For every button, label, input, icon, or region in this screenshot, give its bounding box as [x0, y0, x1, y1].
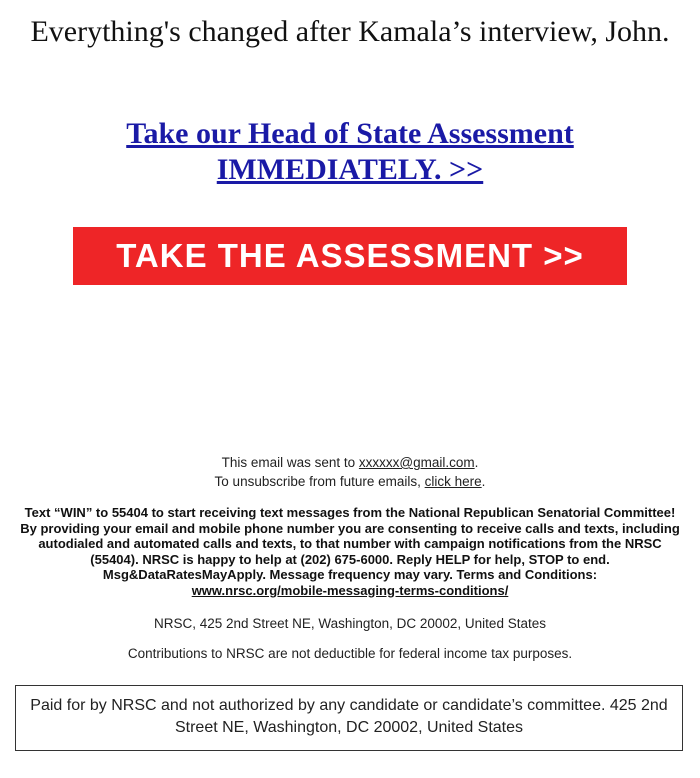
take-assessment-button[interactable]: TAKE THE ASSESSMENT >> [73, 227, 627, 285]
unsubscribe-prefix: To unsubscribe from future emails, [214, 474, 425, 489]
recipient-email-link[interactable]: xxxxxx@gmail.com [358, 455, 475, 470]
unsubscribe-suffix: . [481, 474, 486, 489]
sent-suffix: . [474, 455, 479, 470]
sms-consent-notice [20, 505, 680, 598]
sms-consent-text: Text “WIN” to 55404 to start receiving text messages from the National Republican Senatorial Committee! By providing your email and mobile phone number you are consenting to receive calls and texts, including autodialed and automated calls and texts, to that number with campaign notifications from the NRSC (55404). NRSC is happy to help at (202) 675-6000. Reply HELP for help, STOP to end. Msg&DataRatesMayApply. Message frequency may vary. Terms and Conditions: [20, 505, 680, 582]
contributions-notice: Contributions to NRSC are not deductible for federal income tax purposes. [127, 646, 573, 661]
recipient-notice [20, 453, 680, 491]
unsubscribe-link[interactable]: click here [424, 474, 482, 489]
assessment-link[interactable]: Take our Head of State Assessment IMMEDIATELY. >> [126, 117, 574, 186]
sent-prefix: This email was sent to [221, 455, 359, 470]
paid-for-disclaimer: Paid for by NRSC and not authorized by any candidate or candidate’s committee. 425 2nd Street NE, Washington, DC 20002, United States [15, 685, 683, 751]
terms-conditions-link[interactable]: www.nrsc.org/mobile-messaging-terms-conditions/ [191, 582, 509, 598]
headline: Everything's changed after Kamala’s interview, John. [30, 15, 670, 48]
mailing-address: NRSC, 425 2nd Street NE, Washington, DC 20002, United States [154, 616, 546, 631]
